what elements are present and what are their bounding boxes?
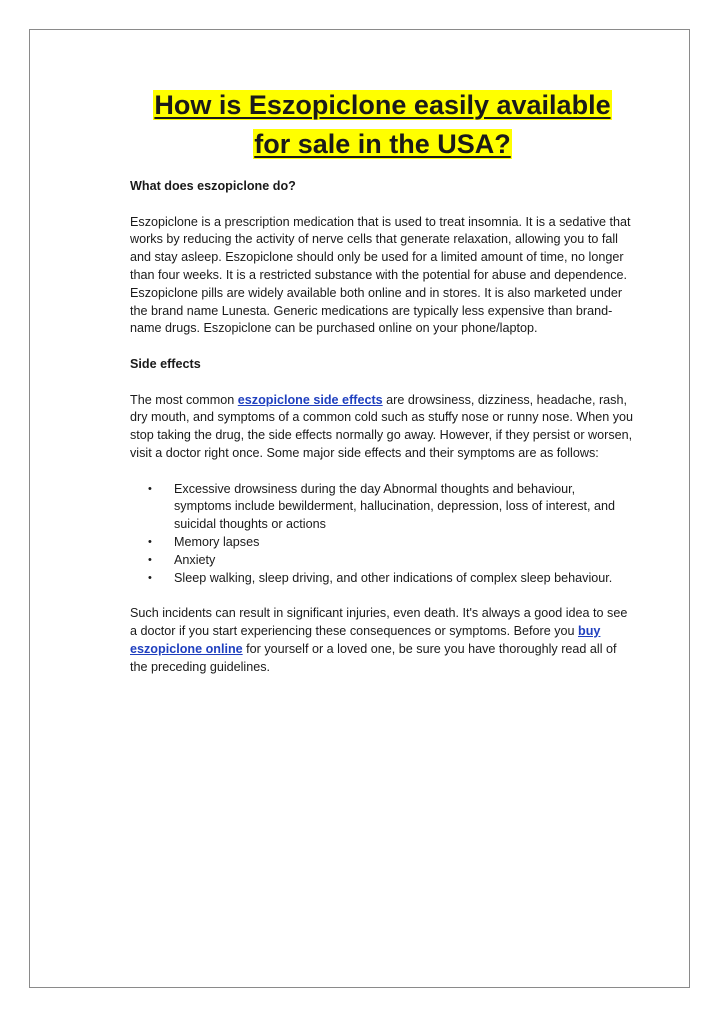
buy-online-link[interactable]: buy eszopiclone online bbox=[130, 623, 601, 656]
closing-paragraph bbox=[130, 605, 635, 676]
title-line-2: for sale in the USA? bbox=[254, 129, 511, 159]
section-heading-side-effects: Side effects bbox=[130, 356, 201, 371]
list-item-text: Sleep walking, sleep driving, and other indications of complex sleep behaviour. bbox=[174, 570, 613, 585]
title-line-1: How is Eszopiclone easily available bbox=[154, 90, 611, 120]
paragraph-spacer bbox=[130, 374, 635, 392]
bullet-icon: • bbox=[148, 553, 152, 566]
paragraph-spacer bbox=[130, 463, 635, 481]
list-item-text: Memory lapses bbox=[174, 534, 260, 549]
side-effects-link[interactable]: eszopiclone side effects bbox=[237, 392, 383, 407]
document-content bbox=[130, 86, 635, 676]
section-paragraph-side-effects bbox=[130, 392, 635, 463]
list-item bbox=[148, 481, 635, 534]
list-item-text: Excessive drowsiness during the day Abnormal thoughts and behaviour, symptoms include bewilderment, hallucination, depression, loss of interest, and suicidal thoughts or actions bbox=[174, 481, 616, 532]
bullet-icon: • bbox=[148, 482, 152, 495]
paragraph-spacer bbox=[130, 196, 635, 214]
paragraph-text: Such incidents can result in significant injuries, even death. It's always a good idea to see a doctor if you start experiencing these consequences or symptoms. Before you bbox=[130, 606, 628, 638]
paragraph-text: for yourself or a loved one, be sure you have thoroughly read all of the preceding guidelines. bbox=[130, 641, 617, 674]
list-item bbox=[148, 552, 635, 570]
list-item bbox=[148, 570, 635, 588]
side-effects-list bbox=[130, 481, 635, 588]
bullet-icon: • bbox=[148, 571, 152, 584]
section-paragraph-what-it-does: Eszopiclone is a prescription medication that is used to treat insomnia. It is a sedative that works by reducing the activity of nerve cells that generate relaxation, allowing you to fall and stay asleep. Eszopiclone should only be used for a limited amount of time, no longer than four weeks. It is a restricted substance with the potential for abuse and dependence. Eszopiclone pills are widely available both online and in stores. It is also marketed under the brand name Lunesta. Generic medications are typically less expensive than brand-name drugs. Eszopiclone can be purchased online on your phone/laptop. bbox=[130, 214, 631, 336]
list-item-text: Anxiety bbox=[174, 552, 216, 567]
section-heading-what-it-does: What does eszopiclone do? bbox=[130, 179, 296, 193]
paragraph-text: The most common bbox=[130, 392, 238, 407]
bullet-icon: • bbox=[148, 535, 152, 548]
list-item bbox=[148, 534, 635, 552]
paragraph-spacer bbox=[130, 587, 635, 605]
document-title bbox=[130, 86, 635, 164]
paragraph-spacer bbox=[130, 338, 635, 356]
paragraph-text: are drowsiness, dizziness, headache, rash, dry mouth, and symptoms of a common cold such as stuffy nose or runny nose. When you stop taking the drug, the side effects normally go away. However, if they persist or worsen, visit a doctor right once. Some major side effects and their symptoms are as follows: bbox=[130, 392, 634, 460]
